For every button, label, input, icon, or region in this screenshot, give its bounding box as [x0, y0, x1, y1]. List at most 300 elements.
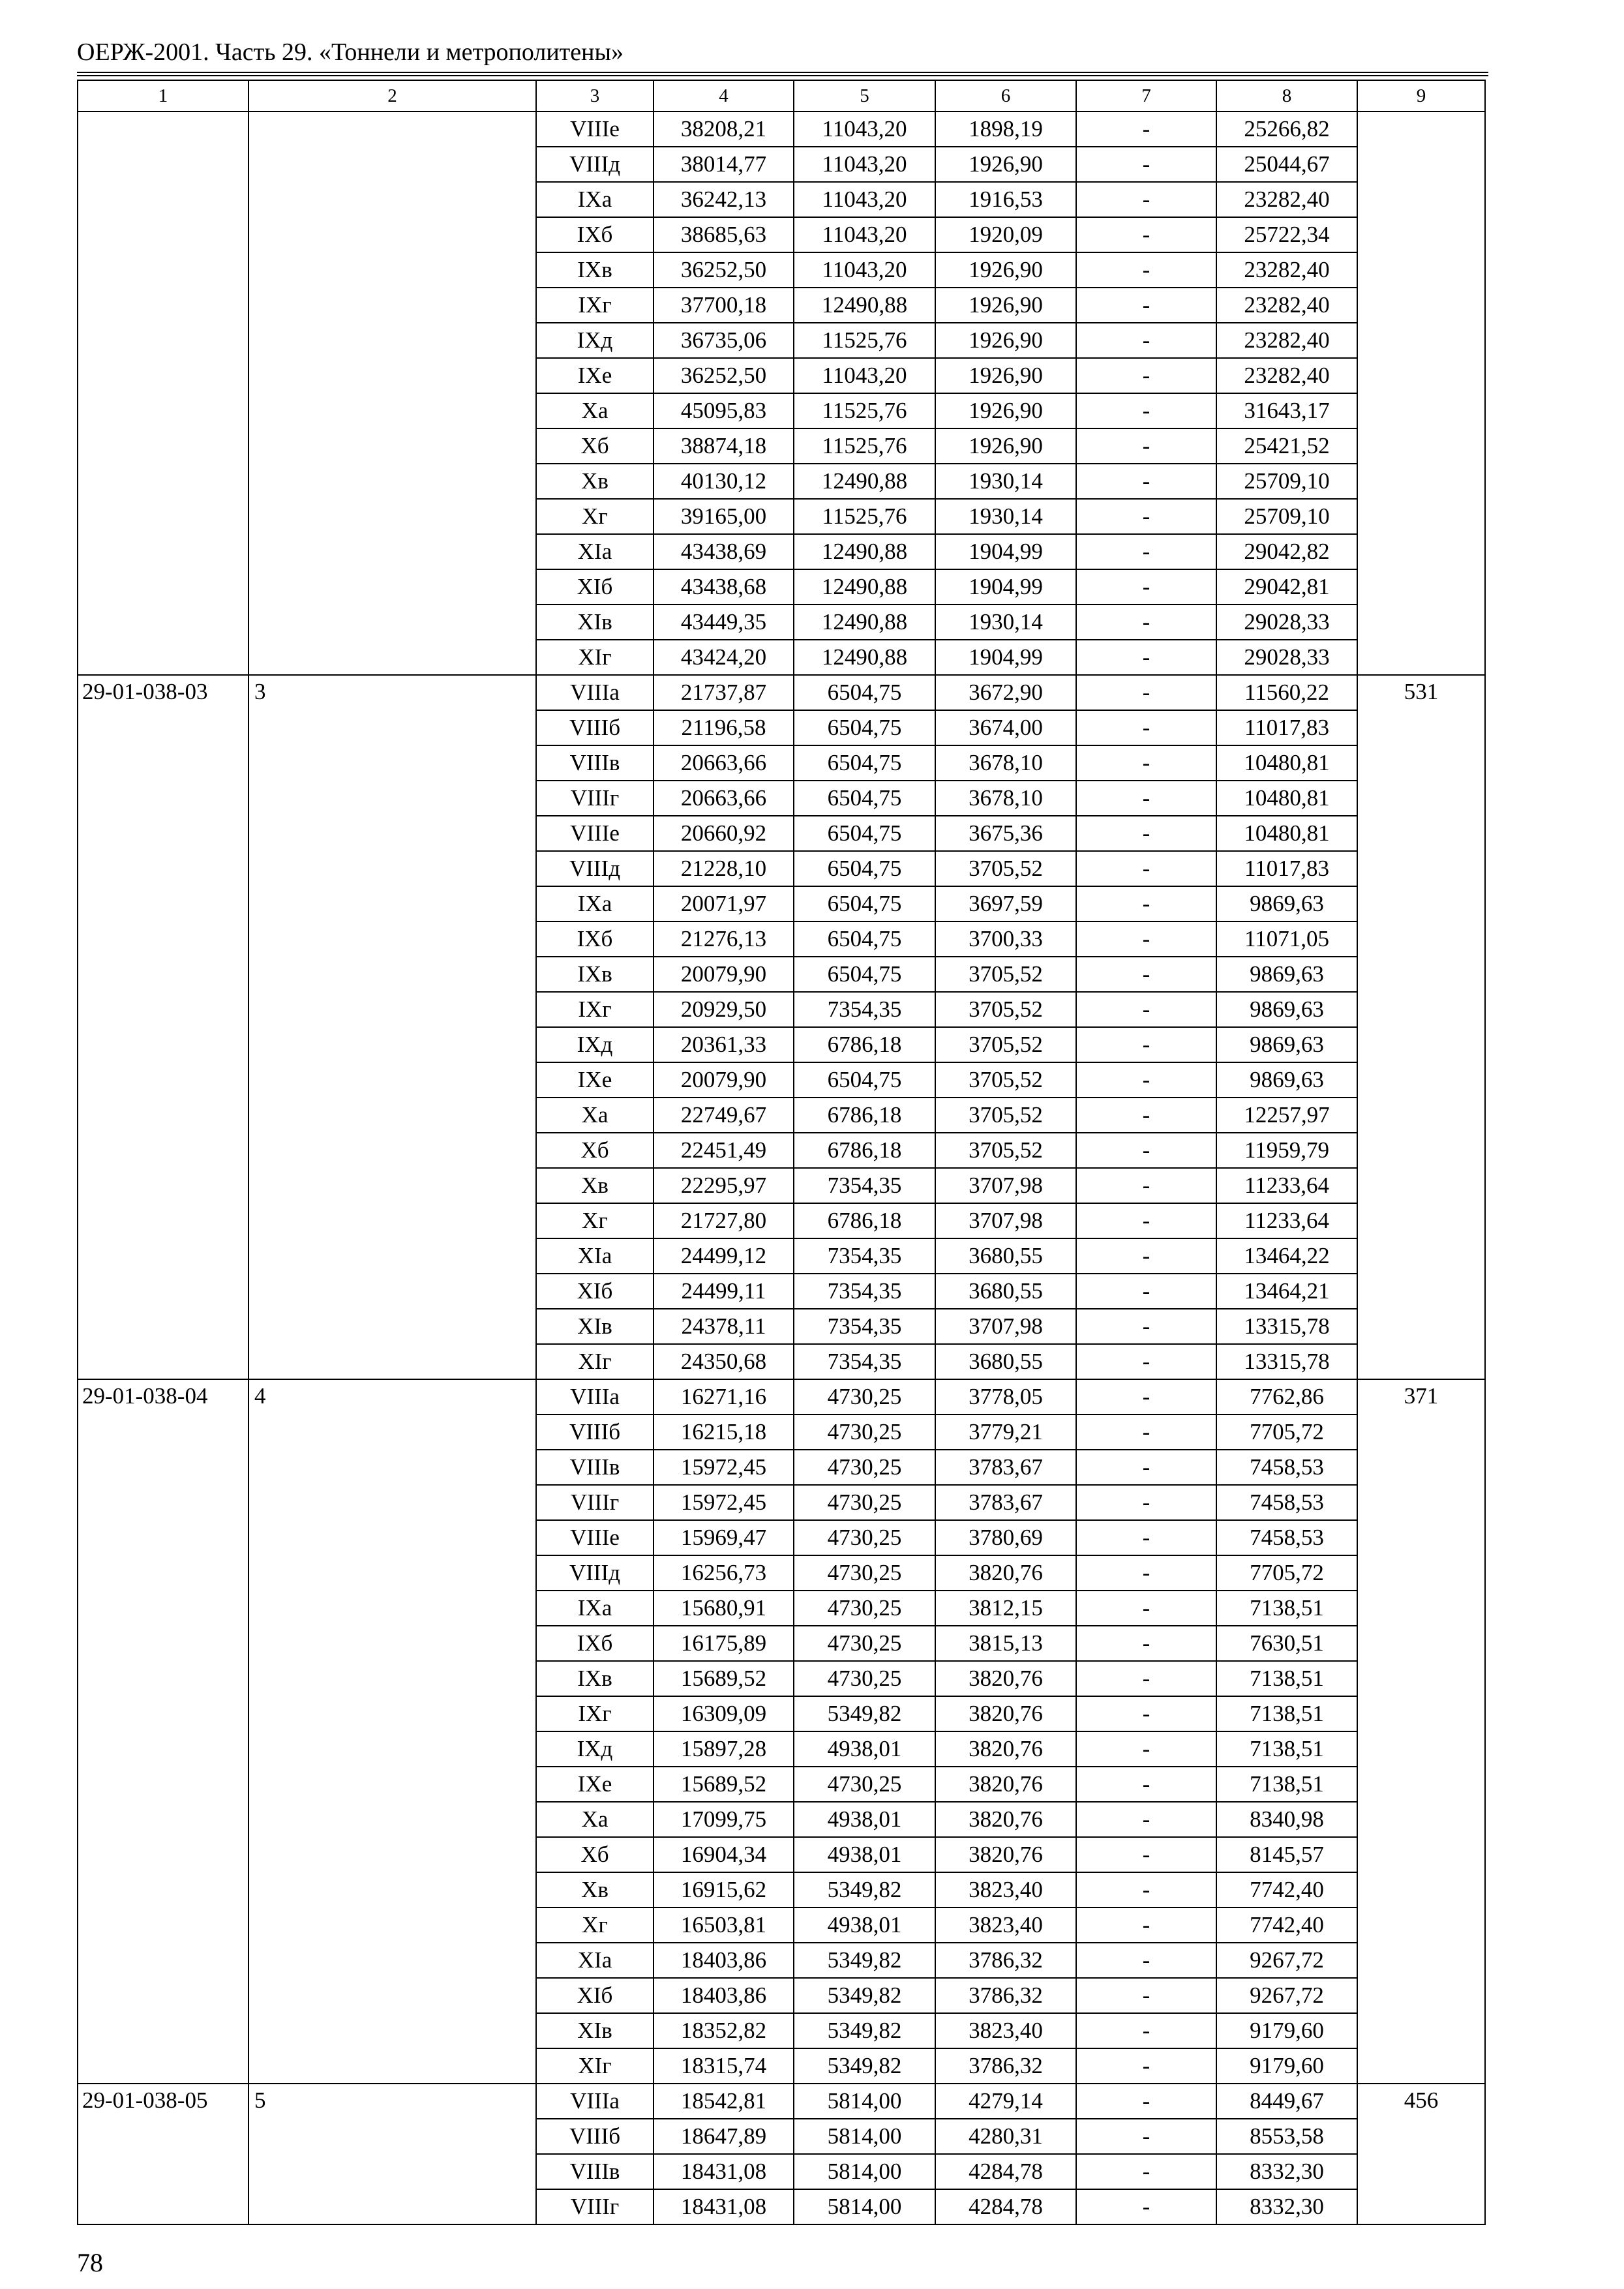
col6-value: 3786,32 [935, 1978, 1076, 2013]
variant-cell: Xг [536, 499, 654, 534]
col5-value: 4730,25 [794, 1591, 935, 1626]
col4-value: 21196,58 [654, 710, 794, 745]
table-row [78, 112, 1485, 147]
col4-value: 20361,33 [654, 1027, 794, 1062]
col6-value: 1904,99 [935, 534, 1076, 569]
variant-cell: Xв [536, 1872, 654, 1908]
col4-value: 20079,90 [654, 1062, 794, 1098]
col7-value: - [1076, 1274, 1216, 1309]
col5-value: 12490,88 [794, 534, 935, 569]
variant-cell: Xв [536, 464, 654, 499]
column-number: 9 [1357, 80, 1485, 112]
col6-value: 3705,52 [935, 1098, 1076, 1133]
col5-value: 7354,35 [794, 1274, 935, 1309]
col6-value: 3680,55 [935, 1274, 1076, 1309]
col7-value: - [1076, 1309, 1216, 1344]
col8-value: 7138,51 [1216, 1661, 1357, 1696]
col5-value: 4730,25 [794, 1485, 935, 1520]
col4-value: 18352,82 [654, 2013, 794, 2048]
variant-cell: VIIIг [536, 781, 654, 816]
variant-cell: VIIIв [536, 1450, 654, 1485]
col6-value: 3705,52 [935, 1027, 1076, 1062]
col8-value: 11017,83 [1216, 710, 1357, 745]
column-number: 6 [935, 80, 1076, 112]
col8-value: 7138,51 [1216, 1731, 1357, 1767]
position-cell: 3 [248, 675, 536, 1379]
col7-value: - [1076, 640, 1216, 675]
variant-cell: VIIIд [536, 147, 654, 182]
col8-value: 8449,67 [1216, 2084, 1357, 2119]
col7-value: - [1076, 1450, 1216, 1485]
col4-value: 20663,66 [654, 781, 794, 816]
code-cell [78, 112, 248, 675]
col7-value: - [1076, 1379, 1216, 1414]
col4-value: 15689,52 [654, 1767, 794, 1802]
variant-cell: VIIIб [536, 2119, 654, 2154]
col6-value: 1920,09 [935, 217, 1076, 252]
col8-value: 25421,52 [1216, 428, 1357, 464]
col6-value: 1930,14 [935, 605, 1076, 640]
col6-value: 1926,90 [935, 428, 1076, 464]
col4-value: 45095,83 [654, 393, 794, 428]
col7-value: - [1076, 1696, 1216, 1731]
column-number: 3 [536, 80, 654, 112]
col5-value: 7354,35 [794, 1168, 935, 1203]
col5-value: 5349,82 [794, 1978, 935, 2013]
table-row [78, 2084, 1485, 2119]
col4-value: 15972,45 [654, 1485, 794, 1520]
col8-value: 7458,53 [1216, 1450, 1357, 1485]
col4-value: 36242,13 [654, 182, 794, 217]
col8-value: 25044,67 [1216, 147, 1357, 182]
col5-value: 4730,25 [794, 1661, 935, 1696]
col6-value: 3786,32 [935, 1943, 1076, 1978]
col5-value: 5349,82 [794, 2013, 935, 2048]
col8-value: 23282,40 [1216, 252, 1357, 288]
col5-value: 12490,88 [794, 605, 935, 640]
col7-value: - [1076, 710, 1216, 745]
col6-value: 1916,53 [935, 182, 1076, 217]
col8-value: 7742,40 [1216, 1872, 1357, 1908]
col7-value: - [1076, 147, 1216, 182]
col7-value: - [1076, 217, 1216, 252]
variant-cell: VIIIе [536, 112, 654, 147]
col8-value: 9869,63 [1216, 886, 1357, 921]
col8-value: 7742,40 [1216, 1908, 1357, 1943]
variant-cell: XIг [536, 640, 654, 675]
col6-value: 3823,40 [935, 1908, 1076, 1943]
col5-value: 5814,00 [794, 2154, 935, 2189]
col4-value: 38014,77 [654, 147, 794, 182]
col8-value: 7138,51 [1216, 1767, 1357, 1802]
col7-value: - [1076, 2189, 1216, 2224]
col4-value: 18403,86 [654, 1943, 794, 1978]
col7-value: - [1076, 921, 1216, 957]
col8-value: 13464,21 [1216, 1274, 1357, 1309]
variant-cell: Xг [536, 1908, 654, 1943]
col7-value: - [1076, 1414, 1216, 1450]
col7-value: - [1076, 1027, 1216, 1062]
col6-value: 3707,98 [935, 1309, 1076, 1344]
col4-value: 21737,87 [654, 675, 794, 710]
col7-value: - [1076, 1344, 1216, 1379]
variant-cell: XIг [536, 1344, 654, 1379]
variant-cell: IXа [536, 886, 654, 921]
table-row [78, 675, 1485, 710]
col4-value: 18431,08 [654, 2154, 794, 2189]
col8-value: 11233,64 [1216, 1168, 1357, 1203]
col8-value: 7705,72 [1216, 1414, 1357, 1450]
variant-cell: IXв [536, 1661, 654, 1696]
variant-cell: Xб [536, 1837, 654, 1872]
col4-value: 20660,92 [654, 816, 794, 851]
col8-value: 9179,60 [1216, 2048, 1357, 2084]
col6-value: 3820,76 [935, 1802, 1076, 1837]
col8-value: 11071,05 [1216, 921, 1357, 957]
col8-value: 11560,22 [1216, 675, 1357, 710]
col9-cell: 531 [1357, 675, 1485, 1379]
col6-value: 3823,40 [935, 1872, 1076, 1908]
variant-cell: IXб [536, 217, 654, 252]
col5-value: 6504,75 [794, 886, 935, 921]
col7-value: - [1076, 2013, 1216, 2048]
col4-value: 43449,35 [654, 605, 794, 640]
col7-value: - [1076, 2048, 1216, 2084]
col5-value: 11043,20 [794, 358, 935, 393]
col4-value: 38685,63 [654, 217, 794, 252]
col8-value: 29028,33 [1216, 640, 1357, 675]
col4-value: 24499,11 [654, 1274, 794, 1309]
col4-value: 16256,73 [654, 1555, 794, 1591]
variant-cell: IXв [536, 957, 654, 992]
col6-value: 3672,90 [935, 675, 1076, 710]
variant-cell: VIIIг [536, 2189, 654, 2224]
col7-value: - [1076, 393, 1216, 428]
col4-value: 37700,18 [654, 288, 794, 323]
variant-cell: VIIIг [536, 1485, 654, 1520]
col8-value: 7630,51 [1216, 1626, 1357, 1661]
col4-value: 22295,97 [654, 1168, 794, 1203]
variant-cell: VIIIе [536, 816, 654, 851]
col6-value: 1904,99 [935, 569, 1076, 605]
col8-value: 25722,34 [1216, 217, 1357, 252]
col7-value: - [1076, 1908, 1216, 1943]
col6-value: 3778,05 [935, 1379, 1076, 1414]
col5-value: 4938,01 [794, 1731, 935, 1767]
col9-cell [1357, 112, 1485, 675]
col5-value: 4730,25 [794, 1767, 935, 1802]
rate-code-cell: 29-01-038-04 [78, 1379, 248, 2084]
col6-value: 3678,10 [935, 745, 1076, 781]
col4-value: 22749,67 [654, 1098, 794, 1133]
col5-value: 11043,20 [794, 112, 935, 147]
col5-value: 11525,76 [794, 428, 935, 464]
column-number: 8 [1216, 80, 1357, 112]
variant-cell: XIв [536, 605, 654, 640]
variant-cell: VIIIд [536, 1555, 654, 1591]
col7-value: - [1076, 1062, 1216, 1098]
col5-value: 11525,76 [794, 323, 935, 358]
col7-value: - [1076, 2084, 1216, 2119]
col7-value: - [1076, 1591, 1216, 1626]
col7-value: - [1076, 1661, 1216, 1696]
col6-value: 3705,52 [935, 1133, 1076, 1168]
col4-value: 15972,45 [654, 1450, 794, 1485]
variant-cell: VIIIа [536, 2084, 654, 2119]
col5-value: 4938,01 [794, 1802, 935, 1837]
variant-cell: VIIIд [536, 851, 654, 886]
table-row [78, 1379, 1485, 1414]
col8-value: 8340,98 [1216, 1802, 1357, 1837]
col6-value: 1930,14 [935, 464, 1076, 499]
col5-value: 6504,75 [794, 851, 935, 886]
page-number: 78 [77, 2248, 103, 2277]
variant-cell: IXг [536, 992, 654, 1027]
col5-value: 11043,20 [794, 182, 935, 217]
col7-value: - [1076, 816, 1216, 851]
col7-value: - [1076, 1872, 1216, 1908]
variant-cell: IXе [536, 1062, 654, 1098]
col5-value: 6786,18 [794, 1133, 935, 1168]
column-number: 7 [1076, 80, 1216, 112]
col8-value: 23282,40 [1216, 358, 1357, 393]
column-number: 4 [654, 80, 794, 112]
col8-value: 9869,63 [1216, 957, 1357, 992]
col4-value: 43438,68 [654, 569, 794, 605]
col7-value: - [1076, 1731, 1216, 1767]
col6-value: 1926,90 [935, 288, 1076, 323]
col4-value: 16309,09 [654, 1696, 794, 1731]
position-cell: 4 [248, 1379, 536, 2084]
col5-value: 11043,20 [794, 147, 935, 182]
col6-value: 1926,90 [935, 252, 1076, 288]
col6-value: 3820,76 [935, 1696, 1076, 1731]
col5-value: 6504,75 [794, 921, 935, 957]
col8-value: 25709,10 [1216, 499, 1357, 534]
col6-value: 3678,10 [935, 781, 1076, 816]
col5-value: 5349,82 [794, 1872, 935, 1908]
col7-value: - [1076, 323, 1216, 358]
col6-value: 3812,15 [935, 1591, 1076, 1626]
col8-value: 7138,51 [1216, 1591, 1357, 1626]
col4-value: 18542,81 [654, 2084, 794, 2119]
col7-value: - [1076, 675, 1216, 710]
col4-value: 18431,08 [654, 2189, 794, 2224]
col5-value: 4730,25 [794, 1414, 935, 1450]
col7-value: - [1076, 1555, 1216, 1591]
variant-cell: VIIIв [536, 2154, 654, 2189]
col5-value: 5349,82 [794, 2048, 935, 2084]
col8-value: 7138,51 [1216, 1696, 1357, 1731]
variant-cell: IXд [536, 323, 654, 358]
col7-value: - [1076, 428, 1216, 464]
col4-value: 36252,50 [654, 358, 794, 393]
position-cell: 5 [248, 2084, 536, 2224]
col5-value: 6504,75 [794, 781, 935, 816]
col8-value: 9267,72 [1216, 1978, 1357, 2013]
variant-cell: IXд [536, 1731, 654, 1767]
col5-value: 6504,75 [794, 710, 935, 745]
col6-value: 1898,19 [935, 112, 1076, 147]
col5-value: 6504,75 [794, 957, 935, 992]
column-number-row [78, 80, 1485, 112]
col5-value: 7354,35 [794, 1344, 935, 1379]
col5-value: 4730,25 [794, 1520, 935, 1555]
col6-value: 4280,31 [935, 2119, 1076, 2154]
col4-value: 43438,69 [654, 534, 794, 569]
col7-value: - [1076, 957, 1216, 992]
col8-value: 13315,78 [1216, 1309, 1357, 1344]
variant-cell: IXа [536, 1591, 654, 1626]
col5-value: 4938,01 [794, 1908, 935, 1943]
col6-value: 3780,69 [935, 1520, 1076, 1555]
col7-value: - [1076, 1978, 1216, 2013]
col7-value: - [1076, 992, 1216, 1027]
rate-code-cell: 29-01-038-05 [78, 2084, 248, 2224]
col5-value: 4730,25 [794, 1626, 935, 1661]
col4-value: 38208,21 [654, 112, 794, 147]
column-number: 2 [248, 80, 536, 112]
col7-value: - [1076, 1133, 1216, 1168]
variant-cell: IXв [536, 252, 654, 288]
col6-value: 1904,99 [935, 640, 1076, 675]
col5-value: 7354,35 [794, 1309, 935, 1344]
col8-value: 9869,63 [1216, 1062, 1357, 1098]
rates-table [77, 80, 1486, 2225]
col4-value: 36735,06 [654, 323, 794, 358]
col6-value: 3705,52 [935, 957, 1076, 992]
position-cell [248, 112, 536, 675]
col8-value: 10480,81 [1216, 816, 1357, 851]
col6-value: 3707,98 [935, 1168, 1076, 1203]
col4-value: 15969,47 [654, 1520, 794, 1555]
col6-value: 3674,00 [935, 710, 1076, 745]
col8-value: 7762,86 [1216, 1379, 1357, 1414]
col6-value: 3820,76 [935, 1731, 1076, 1767]
col7-value: - [1076, 358, 1216, 393]
variant-cell: IXе [536, 1767, 654, 1802]
col6-value: 3680,55 [935, 1238, 1076, 1274]
col7-value: - [1076, 1802, 1216, 1837]
header-rule [77, 72, 1488, 76]
col5-value: 5349,82 [794, 1943, 935, 1978]
table-body [78, 80, 1485, 2224]
col4-value: 21727,80 [654, 1203, 794, 1238]
col5-value: 5814,00 [794, 2084, 935, 2119]
col4-value: 38874,18 [654, 428, 794, 464]
col7-value: - [1076, 569, 1216, 605]
col6-value: 3783,67 [935, 1450, 1076, 1485]
col4-value: 18315,74 [654, 2048, 794, 2084]
variant-cell: IXе [536, 358, 654, 393]
col7-value: - [1076, 1837, 1216, 1872]
col5-value: 5814,00 [794, 2189, 935, 2224]
variant-cell: Xа [536, 1802, 654, 1837]
col4-value: 16915,62 [654, 1872, 794, 1908]
col7-value: - [1076, 1168, 1216, 1203]
col6-value: 1926,90 [935, 358, 1076, 393]
col6-value: 3675,36 [935, 816, 1076, 851]
col4-value: 16503,81 [654, 1908, 794, 1943]
variant-cell: VIIIб [536, 710, 654, 745]
variant-cell: Xа [536, 393, 654, 428]
col8-value: 9869,63 [1216, 992, 1357, 1027]
col5-value: 6786,18 [794, 1098, 935, 1133]
col4-value: 43424,20 [654, 640, 794, 675]
col8-value: 12257,97 [1216, 1098, 1357, 1133]
col8-value: 25709,10 [1216, 464, 1357, 499]
col8-value: 31643,17 [1216, 393, 1357, 428]
variant-cell: Xг [536, 1203, 654, 1238]
variant-cell: IXб [536, 1626, 654, 1661]
variant-cell: IXд [536, 1027, 654, 1062]
variant-cell: XIв [536, 1309, 654, 1344]
variant-cell: XIб [536, 1274, 654, 1309]
col7-value: - [1076, 851, 1216, 886]
col7-value: - [1076, 1203, 1216, 1238]
col6-value: 3820,76 [935, 1555, 1076, 1591]
column-number: 1 [78, 80, 248, 112]
col8-value: 9869,63 [1216, 1027, 1357, 1062]
col8-value: 11017,83 [1216, 851, 1357, 886]
col7-value: - [1076, 182, 1216, 217]
col5-value: 11525,76 [794, 499, 935, 534]
variant-cell: IXа [536, 182, 654, 217]
col6-value: 3783,67 [935, 1485, 1076, 1520]
col6-value: 4284,78 [935, 2189, 1076, 2224]
col4-value: 24350,68 [654, 1344, 794, 1379]
variant-cell: IXб [536, 921, 654, 957]
col5-value: 4730,25 [794, 1379, 935, 1414]
col5-value: 6504,75 [794, 816, 935, 851]
col7-value: - [1076, 1098, 1216, 1133]
col4-value: 21276,13 [654, 921, 794, 957]
col9-cell: 371 [1357, 1379, 1485, 2084]
variant-cell: VIIIа [536, 1379, 654, 1414]
col4-value: 17099,75 [654, 1802, 794, 1837]
variant-cell: Xа [536, 1098, 654, 1133]
col4-value: 20663,66 [654, 745, 794, 781]
col6-value: 3779,21 [935, 1414, 1076, 1450]
col8-value: 10480,81 [1216, 781, 1357, 816]
col4-value: 16215,18 [654, 1414, 794, 1450]
col6-value: 3705,52 [935, 1062, 1076, 1098]
col4-value: 39165,00 [654, 499, 794, 534]
col4-value: 18647,89 [654, 2119, 794, 2154]
col7-value: - [1076, 781, 1216, 816]
col4-value: 20929,50 [654, 992, 794, 1027]
col7-value: - [1076, 288, 1216, 323]
col8-value: 7458,53 [1216, 1520, 1357, 1555]
col6-value: 3820,76 [935, 1837, 1076, 1872]
col8-value: 11233,64 [1216, 1203, 1357, 1238]
col8-value: 8332,30 [1216, 2154, 1357, 2189]
col4-value: 16271,16 [654, 1379, 794, 1414]
variant-cell: XIа [536, 1238, 654, 1274]
col4-value: 15680,91 [654, 1591, 794, 1626]
variant-cell: Xб [536, 428, 654, 464]
col5-value: 6786,18 [794, 1203, 935, 1238]
col8-value: 23282,40 [1216, 323, 1357, 358]
col7-value: - [1076, 605, 1216, 640]
col5-value: 6504,75 [794, 745, 935, 781]
col5-value: 4730,25 [794, 1450, 935, 1485]
col5-value: 12490,88 [794, 288, 935, 323]
variant-cell: XIа [536, 534, 654, 569]
col6-value: 1930,14 [935, 499, 1076, 534]
col8-value: 11959,79 [1216, 1133, 1357, 1168]
col8-value: 10480,81 [1216, 745, 1357, 781]
